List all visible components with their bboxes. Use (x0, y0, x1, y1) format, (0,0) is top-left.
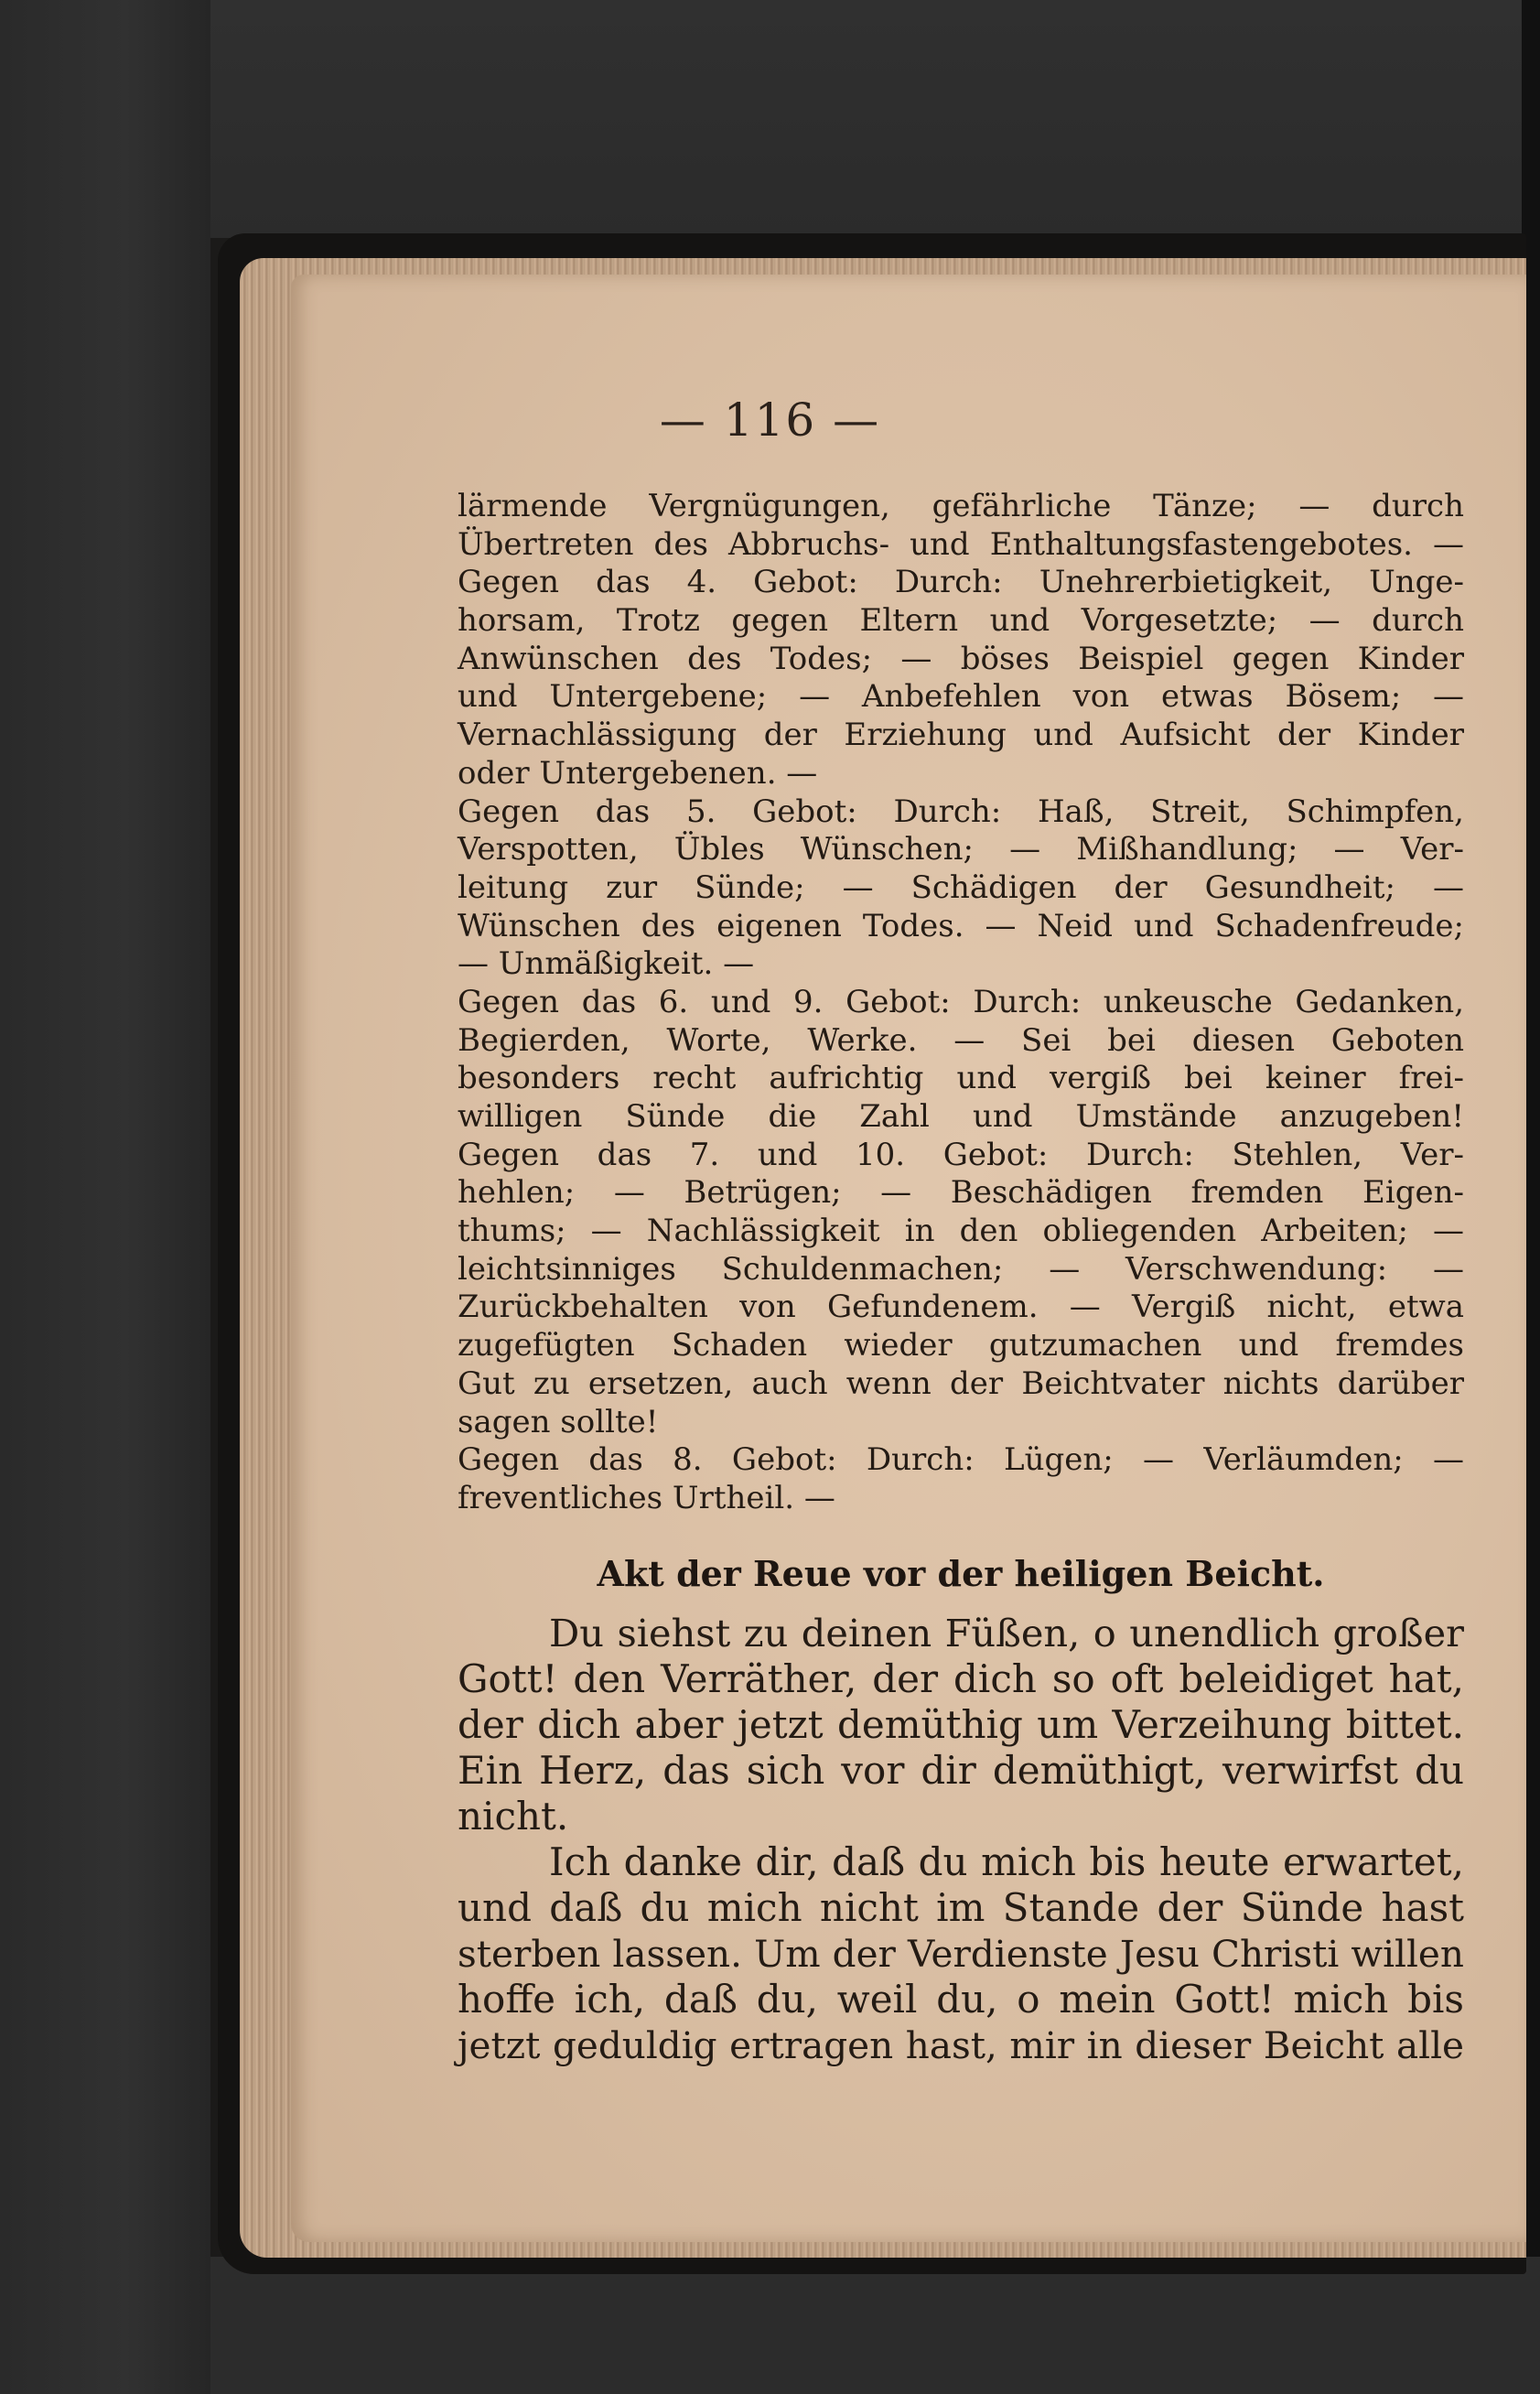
text-line: jetzt geduldig ertragen hast, mir in dieser Beicht alle (458, 2023, 1464, 2067)
section-heading: Akt der Reue vor der heiligen Beicht. (597, 1553, 1325, 1594)
text-line: Gegen das 6. und 9. Gebot: Durch: unkeusche Gedanken, (458, 983, 1464, 1020)
text-line: horsam, Trotz gegen Eltern und Vorgesetzte; — durch (458, 602, 1464, 640)
text-line: hehlen; — Betrügen; — Beschädigen fremden Eigen- (458, 1174, 1464, 1212)
text-line: Ich danke dir, daß du mich bis heute erwartet, (549, 1839, 1464, 1884)
text-line: Gegen das 7. und 10. Gebot: Durch: Stehlen, Ver- (458, 1136, 1464, 1173)
text-line: sterben lassen. Um der Verdienste Jesu Christi willen (458, 1932, 1464, 1976)
text-line: der dich aber jetzt demüthig um Verzeihung bittet. (458, 1702, 1464, 1747)
text-line: Verspotten, Übles Wünschen; — Mißhandlung; — Ver- (458, 831, 1464, 868)
confession-examination-text (458, 488, 1464, 1518)
text-line: Gegen das 4. Gebot: Durch: Unehrerbietigkeit, Unge- (458, 564, 1464, 601)
page-number: — 116 — (659, 394, 881, 447)
text-line: thums; — Nachlässigkeit in den obliegenden Arbeiten; — (458, 1213, 1464, 1250)
text-line: willigen Sünde die Zahl und Umstände anzugeben! (458, 1098, 1464, 1135)
background-top (210, 0, 1528, 238)
text-line: Gott! den Verräther, der dich so oft beleidiget hat, (458, 1656, 1464, 1701)
text-line: hoffe ich, daß du, weil du, o mein Gott! mich bis (458, 1977, 1464, 2022)
text-line: zugefügten Schaden wieder gutzumachen und fremdes (458, 1327, 1464, 1364)
text-line: Zurückbehalten von Gefundenem. — Vergiß nicht, etwa (458, 1289, 1464, 1326)
text-line: oder Untergebenen. — (458, 754, 818, 792)
text-line: leichtsinniges Schuldenmachen; — Verschwendung: — (458, 1250, 1464, 1288)
text-line: Übertreten des Abbruchs- und Enthaltungsfastengebotes. — (458, 525, 1464, 563)
text-line: freventliches Urtheil. — (458, 1479, 835, 1516)
text-line: — Unmäßigkeit. — (458, 945, 755, 983)
text-line: lärmende Vergnügungen, gefährliche Tänze; — durch (458, 488, 1464, 524)
background-bottom (210, 2257, 1540, 2394)
text-line: Du siehst zu deinen Füßen, o unendlich großer (549, 1611, 1464, 1655)
text-line: Gut zu ersetzen, auch wenn der Beichtvater nichts darüber (458, 1364, 1464, 1402)
prayer-text (458, 1611, 1464, 2068)
text-line: Gegen das 5. Gebot: Durch: Haß, Streit, Schimpfen, (458, 793, 1464, 830)
text-line: Vernachlässigung der Erziehung und Aufsicht der Kinder (458, 717, 1464, 754)
text-line: leitung zur Sünde; — Schädigen der Gesundheit; — (458, 868, 1464, 906)
text-line: sagen sollte! (458, 1403, 659, 1440)
text-line: und Untergebene; — Anbefehlen von etwas Bösem; — (458, 678, 1464, 716)
text-line: Begierden, Worte, Werke. — Sei bei diesen Geboten (458, 1021, 1464, 1059)
background-left (0, 0, 210, 2394)
text-line: besonders recht aufrichtig und vergiß bei keiner frei- (458, 1060, 1464, 1097)
text-line: und daß du mich nicht im Stande der Sünde hast (458, 1885, 1464, 1930)
text-line: Ein Herz, das sich vor dir demüthigt, verwirfst du (458, 1748, 1464, 1793)
text-line: Anwünschen des Todes; — böses Beispiel gegen Kinder (458, 640, 1464, 677)
text-line: nicht. (458, 1794, 569, 1839)
text-line: Gegen das 8. Gebot: Durch: Lügen; — Verläumden; — (458, 1441, 1464, 1479)
text-line: Wünschen des eigenen Todes. — Neid und Schadenfreude; (458, 907, 1464, 944)
